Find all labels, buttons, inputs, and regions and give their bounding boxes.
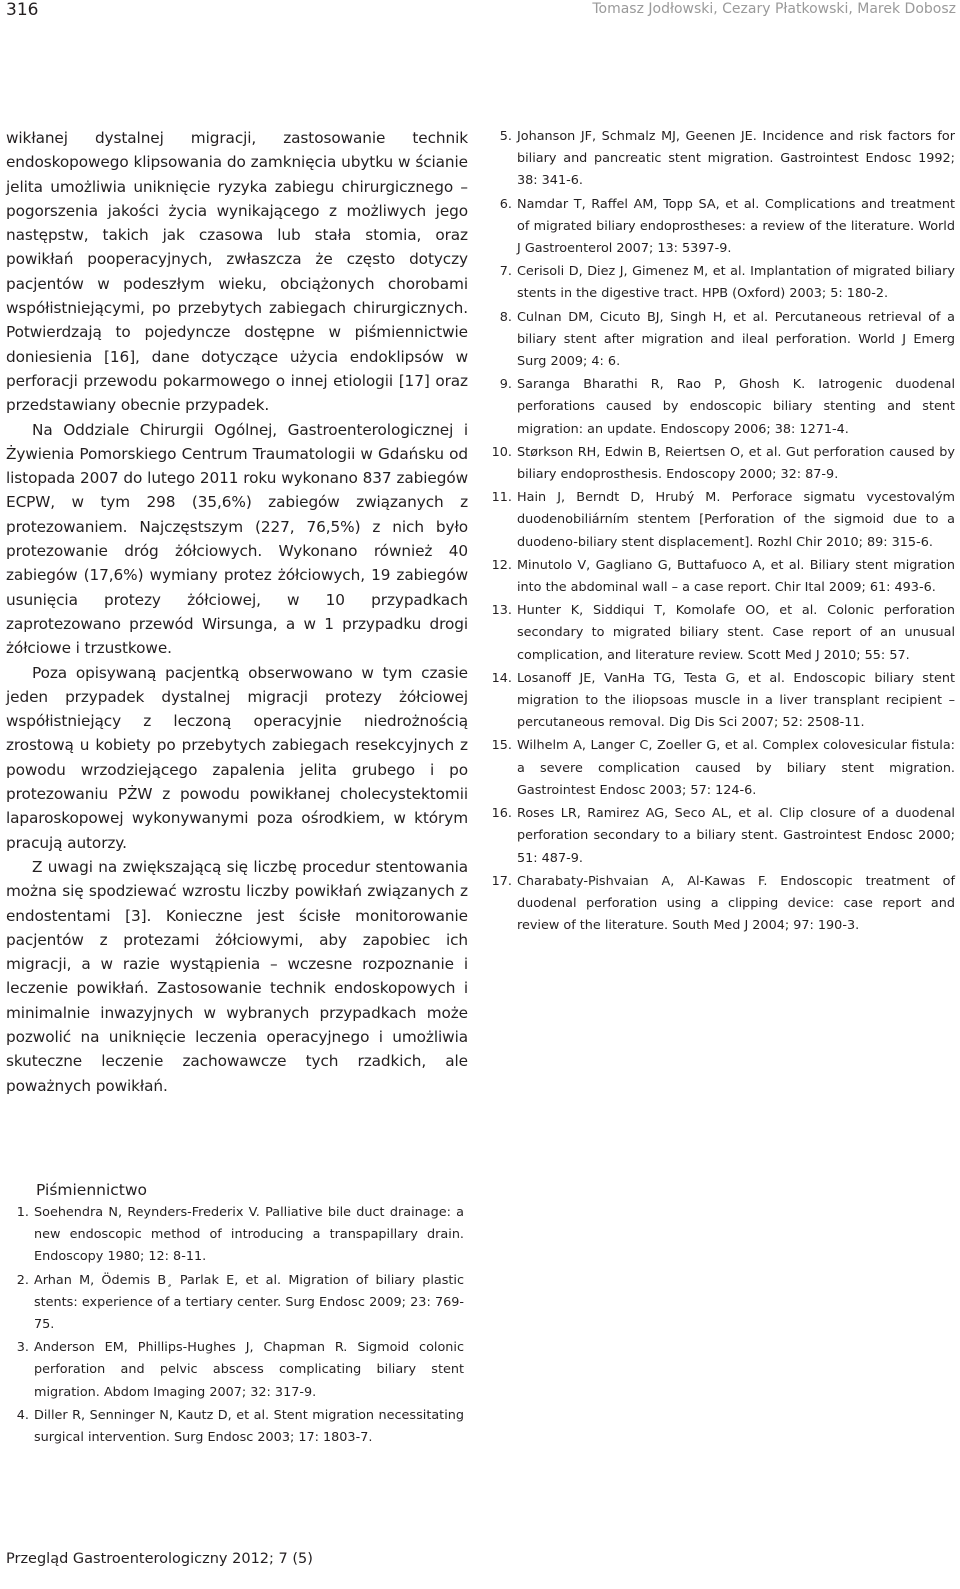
reference-text: Hunter K, Siddiqui T, Komolafe OO, et al. Colonic perforation secondary to migrated biliary stent. Case report of an unusual complication, and literature review. Scott Med J 2010; 55: 57. xyxy=(517,603,955,663)
reference-number: 14. xyxy=(491,670,512,686)
reference-item xyxy=(8,1202,464,1269)
reference-number: 12. xyxy=(491,557,512,573)
running-header-authors: Tomasz Jodłowski, Cezary Płatkowski, Marek Dobosz xyxy=(592,1,956,17)
reference-text: Charabaty-Pishvaian A, Al-Kawas F. Endoscopic treatment of duodenal perforation using a clipping device: case report and review of the literature. South Med J 2004; 97: 190-3. xyxy=(517,873,955,934)
reference-item xyxy=(491,374,955,441)
reference-text: Anderson EM, Phillips-Hughes J, Chapman R. Sigmoid colonic perforation and pelvic abscess complicating biliary stent migration. Abdom Imaging 2007; 32: 317-9. xyxy=(34,1340,464,1400)
reference-item xyxy=(491,194,955,261)
reference-item xyxy=(491,555,955,599)
reference-item xyxy=(8,1405,464,1449)
reference-text: Losanoff JE, VanHa TG, Testa G, et al. Endoscopic biliary stent migration to the iliopsoas muscle in a liver transplant recipient – percutaneous removal. Dig Dis Sci 2007; 52: 2508-11. xyxy=(517,670,955,731)
reference-number: 2. xyxy=(16,1272,29,1288)
reference-number: 10. xyxy=(491,444,512,460)
body-paragraph: wikłanej dystalnej migracji, zastosowanie technik endoskopowego klipsowania do zamknięcia ubytku w ścianie jelita umożliwia uniknięcie ryzyka zabiegu chirurgicznego – pogorszenia jakości życia wynikającego z możliwych jego następstw, takich jak czasowa lub stała stomia, oraz powikłań pooperacyjnych, zwłaszcza że często dotyczy pacjentów w podeszłym wieku, obciążonych chorobami współistniejącymi, po przebytych zabiegach chirurgicznych. Potwierdzają to pojedyncze dostępne w piśmiennictwie doniesienia [16], dane dotyczące użycia endoklipsów w perforacji przewodu pokarmowego o innej etiologii [17] oraz przedstawiany obecnie przypadek. xyxy=(6,129,468,415)
reference-text: Johanson JF, Schmalz MJ, Geenen JE. Incidence and risk factors for biliary and pancreatic stent migration. Gastrointest Endosc 1992; 38: 341-6. xyxy=(517,129,955,189)
reference-number: 4. xyxy=(16,1407,29,1423)
reference-item xyxy=(491,487,955,554)
reference-number: 6. xyxy=(499,196,512,212)
reference-text: Roses LR, Ramirez AG, Seco AL, et al. Clip closure of a duodenal perforation secondary to a biliary stent. Gastrointest Endosc 2000; 51: 487-9. xyxy=(517,806,955,866)
references-left-column xyxy=(8,1202,464,1450)
body-text-column xyxy=(6,126,468,1098)
reference-text: Culnan DM, Cicuto BJ, Singh H, et al. Percutaneous retrieval of a biliary stent after migration and ileal perforation. World J Emerg Surg 2009; 4: 6. xyxy=(517,309,955,370)
reference-item xyxy=(491,668,955,735)
reference-item xyxy=(491,600,955,667)
reference-text: Saranga Bharathi R, Rao P, Ghosh K. Iatrogenic duodenal perforations caused by endoscopic biliary stenting and stent migration: an update. Endoscopy 2006; 38: 1271-4. xyxy=(517,377,955,437)
reference-number: 13. xyxy=(491,603,512,619)
reference-number: 16. xyxy=(491,806,512,822)
reference-item xyxy=(491,261,955,305)
body-paragraph: Z uwagi na zwiększającą się liczbę procedur stentowania można się spodziewać wzrostu liczby powikłań związanych z endostentami [3]. Konieczne jest ścisłe monitorowanie pacjentów z protezami żółciowymi, aby zapobiec ich migracji, a w razie wystąpienia – wczesne rozpoznanie i leczenie powikłań. Zastosowanie technik endoskopowych i minimalnie inwazyjnych w wybranych przypadkach może pozwolić na uniknięcie leczenia operacyjnego i umożliwia skuteczne leczenie zachowawcze tych rzadkich, ale poważnych powikłań. xyxy=(6,857,468,1095)
reference-text: Hain J, Berndt D, Hrubý M. Perforace sigmatu vycestovalým duodenobiliárním stentem [Perforation of the sigmoid due to a duodeno-biliary stent displacement]. Rozhl Chir 2010; 89: 315-6. xyxy=(517,490,955,550)
reference-text: Arhan M, Ödemis B¸ Parlak E, et al. Migration of biliary plastic stents: experience of a tertiary center. Surg Endosc 2009; 23: 769-75. xyxy=(34,1272,464,1333)
reference-number: 1. xyxy=(16,1205,29,1220)
reference-number: 3. xyxy=(16,1340,29,1356)
journal-footer: Przegląd Gastroenterologiczny 2012; 7 (5) xyxy=(6,1551,313,1567)
reference-number: 5. xyxy=(499,129,512,144)
reference-text: Namdar T, Raffel AM, Topp SA, et al. Complications and treatment of migrated biliary endoprostheses: a review of the literature. World J Gastroenterol 2007; 13: 5397-9. xyxy=(517,196,955,257)
reference-number: 15. xyxy=(491,738,512,754)
reference-number: 17. xyxy=(491,873,512,889)
reference-item xyxy=(491,735,955,802)
references-right-column xyxy=(491,126,955,938)
body-paragraph: Na Oddziale Chirurgii Ogólnej, Gastroenterologicznej i Żywienia Pomorskiego Centrum Traumatologii w Gdańsku od listopada 2007 do lutego 2011 roku wykonano 837 zabiegów ECPW, w tym 298 (35,6%) zabiegów związanych z protezowaniem. Najczęstszym (227, 76,5%) z nich było protezowanie dróg żółciowych. Wykonano również 40 zabiegów (17,6%) wymiany protez żółciowych, 19 zabiegów usunięcia protezy żółciowej, w 10 przypadkach zaprotezowano przewód Wirsunga, a w 1 przypadku drogi żółciowe i trzustkowe. xyxy=(6,420,468,658)
references-heading: Piśmiennictwo xyxy=(36,1181,148,1199)
reference-item xyxy=(8,1270,464,1337)
reference-item xyxy=(491,442,955,486)
reference-text: Cerisoli D, Diez J, Gimenez M, et al. Implantation of migrated biliary stents in the digestive tract. HPB (Oxford) 2003; 5: 180-2. xyxy=(517,264,955,302)
reference-item xyxy=(491,803,955,870)
reference-number: 7. xyxy=(499,264,512,280)
reference-text: Minutolo V, Gagliano G, Buttafuoco A, et al. Biliary stent migration into the abdominal wall – a case report. Chir Ital 2009; 61: 493-6. xyxy=(517,557,955,596)
body-paragraph: Poza opisywaną pacjentką obserwowano w tym czasie jeden przypadek dystalnej migracji protezy żółciowej współistniejący z leczoną operacyjnie niedrożnością zrostową u kobiety po przebytych zabiegach resekcyjnych z powodu wrzodziejącego zapalenia jelita grubego i po protezowaniu PŻW z powodu powikłanej cholecystektomii laparoskopowej wykonywanymi poza ośrodkiem, w którym pracują autorzy. xyxy=(6,663,468,852)
reference-list-left xyxy=(8,1202,464,1449)
reference-number: 8. xyxy=(499,309,512,325)
reference-text: Diller R, Senninger N, Kautz D, et al. Stent migration necessitating surgical intervention. Surg Endosc 2003; 17: 1803-7. xyxy=(34,1407,464,1446)
reference-number: 9. xyxy=(499,377,512,393)
reference-text: Wilhelm A, Langer C, Zoeller G, et al. Complex colovesicular fistula: a severe complication caused by biliary stent migration. Gastrointest Endosc 2003; 57: 124-6. xyxy=(517,738,955,798)
reference-list-right xyxy=(491,126,955,937)
reference-item xyxy=(491,871,955,938)
reference-text: Soehendra N, Reynders-Frederix V. Palliative bile duct drainage: a new endoscopic method of introducing a transpapillary drain. Endoscopy 1980; 12: 8-11. xyxy=(34,1205,464,1265)
reference-item xyxy=(491,307,955,374)
reference-item xyxy=(8,1337,464,1404)
reference-text: Størkson RH, Edwin B, Reiertsen O, et al. Gut perforation caused by biliary endoprosthesis. Endoscopy 2000; 32: 87-9. xyxy=(517,444,955,483)
page-number: 316 xyxy=(6,0,39,20)
reference-item xyxy=(491,126,955,193)
reference-number: 11. xyxy=(491,490,512,506)
